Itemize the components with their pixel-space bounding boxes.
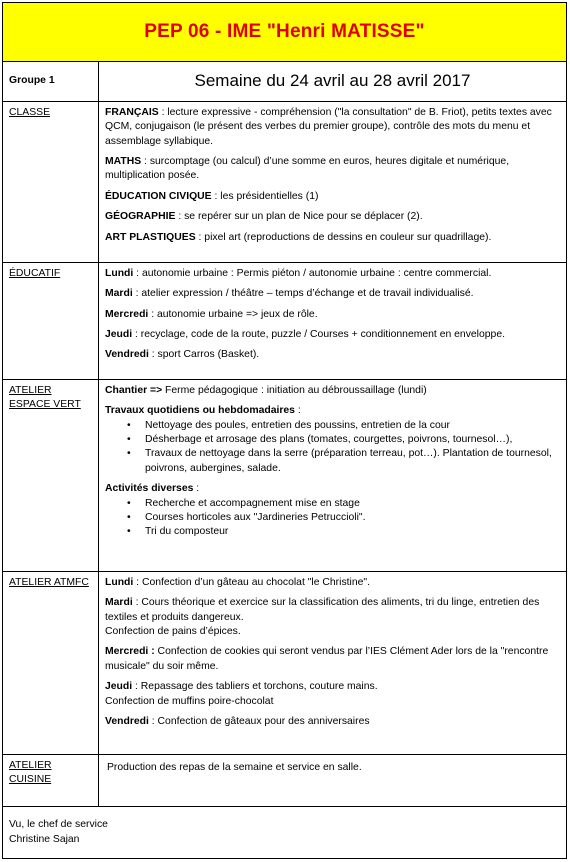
day-text: : autonomie urbaine => jeux de rôle. — [148, 308, 318, 320]
day-name: Mardi — [105, 288, 133, 300]
day-text: : sport Carros (Basket). — [148, 349, 260, 361]
day-name: Jeudi — [105, 681, 133, 693]
day-name: Lundi — [105, 268, 134, 279]
educatif-content — [99, 263, 566, 379]
classe-item — [105, 155, 560, 184]
day-name: Mardi — [105, 597, 133, 609]
day-text: : Confection de gâteaux pour des anniversaires — [148, 715, 370, 727]
day-text: : recyclage, code de la route, puzzle / Courses + conditionnement en enveloppe. — [132, 329, 505, 341]
subject-text: : lecture expressive - compréhension ("la consultation" de B. Friot), petits textes avec QCM, conjugaison (le présent des verbes du premier groupe), contrôle des mots du menu et assemblage syllabique. — [105, 107, 552, 147]
day-text-extra: Confection de muffins poire-chocolat — [105, 695, 274, 707]
section-atmfc — [3, 572, 566, 755]
day-item — [105, 680, 560, 709]
day-item — [105, 715, 560, 729]
subject-text: : pixel art (reproductions de dessins en couleur sur quadrillage). — [195, 231, 492, 243]
day-text: : atelier expression / théâtre – temps d’échange et de travail individualisé. — [132, 288, 474, 300]
day-item — [105, 287, 560, 301]
subject-name: MATHS — [105, 156, 142, 168]
schedule-document — [2, 2, 567, 859]
day-item — [105, 645, 560, 674]
signature-line-1: Vu, le chef de service — [9, 819, 108, 830]
list-item: • Travaux de nettoyage dans la serre (préparation terreau, pot…). Plantation de tournesol, poivrons, aubergines, salade. — [145, 447, 560, 476]
travaux-heading — [105, 404, 560, 418]
list-item: • Recherche et accompagnement mise en stage — [145, 497, 560, 511]
classe-item — [105, 106, 560, 149]
chantier-text: Ferme pédagogique : initiation au débroussaillage (lundi) — [162, 385, 427, 396]
document-title: PEP 06 - IME "Henri MATISSE" — [3, 3, 566, 62]
activites-title: Activités diverses — [105, 483, 194, 495]
classe-item — [105, 190, 560, 204]
section-classe — [3, 102, 566, 263]
subject-name: ÉDUCATION CIVIQUE — [105, 190, 212, 202]
section-label-cuisine-1: ATELIER — [9, 760, 52, 771]
chantier-item — [105, 384, 560, 398]
list-item: • Nettoyage des poules, entretien des poussins, entretien de la cour — [145, 419, 560, 433]
section-label-atmfc: ATELIER ATMFC — [9, 577, 89, 588]
section-label-espace-vert-1: ATELIER — [9, 385, 52, 396]
day-name: Mercredi : — [105, 646, 155, 658]
subject-text: : surcomptage (ou calcul) d’une somme en euros, heures digitale et numérique, multiplication posée. — [105, 156, 510, 182]
day-text: : Confection d’un gâteau au chocolat "le Christine". — [133, 577, 370, 588]
subheader-row — [3, 62, 566, 102]
espace-vert-content — [99, 380, 566, 571]
subject-text: : les présidentielles (1) — [211, 190, 319, 202]
day-item — [105, 596, 560, 639]
day-text: : Cours théorique et exercice sur la classification des aliments, tri du linge, entretien des textiles et produits dangereux. — [105, 597, 540, 623]
subject-name: GÉOGRAPHIE — [105, 211, 176, 223]
group-label: Groupe 1 — [3, 62, 99, 101]
travaux-colon: : — [294, 405, 301, 417]
cuisine-content — [99, 755, 566, 806]
activites-heading — [105, 482, 560, 496]
week-title: Semaine du 24 avril au 28 avril 2017 — [194, 71, 471, 90]
day-item — [105, 576, 560, 590]
list-item: • Désherbage et arrosage des plans (tomates, courgettes, poivrons, tournesol…), — [145, 433, 560, 447]
activites-colon: : — [193, 483, 200, 495]
subject-name: FRANÇAIS — [105, 107, 159, 118]
day-text: : Repassage des tabliers et torchons, couture mains. — [132, 681, 378, 693]
section-label-educatif: ÉDUCATIF — [9, 268, 61, 279]
day-item — [105, 328, 560, 342]
list-item: • Tri du composteur — [145, 525, 560, 539]
classe-item — [105, 231, 560, 245]
signature-block — [3, 807, 566, 857]
section-cuisine — [3, 755, 566, 807]
atmfc-content — [99, 572, 566, 754]
travaux-title: Travaux quotidiens ou hebdomadaires — [105, 405, 295, 417]
section-label-cuisine-2: CUISINE — [9, 773, 52, 785]
activites-list — [105, 497, 560, 540]
day-name: Vendredi — [105, 715, 149, 727]
day-name: Jeudi — [105, 329, 133, 341]
day-text-extra: Confection de pains d’épices. — [105, 626, 241, 638]
travaux-list — [105, 419, 560, 476]
subject-text: : se repérer sur un plan de Nice pour se déplacer (2). — [175, 211, 423, 223]
day-item — [105, 308, 560, 322]
day-text: Confection de cookies qui seront vendus par l’IES Clément Ader lors de la "rencontre musicale" du soir même. — [105, 646, 549, 672]
day-name: Lundi — [105, 577, 134, 588]
section-label-espace-vert-2: ESPACE VERT — [9, 398, 81, 410]
day-name: Vendredi — [105, 349, 149, 361]
classe-content — [99, 102, 566, 262]
chantier-key: Chantier => — [105, 385, 163, 396]
section-label-classe: CLASSE — [9, 107, 51, 118]
day-text: : autonomie urbaine : Permis piéton / autonomie urbaine : centre commercial. — [133, 268, 492, 279]
day-name: Mercredi — [105, 308, 149, 320]
classe-item — [105, 210, 560, 224]
cuisine-text: Production des repas de la semaine et service en salle. — [107, 762, 362, 773]
day-item — [105, 348, 560, 362]
section-educatif — [3, 263, 566, 380]
subject-name: ART PLASTIQUES — [105, 231, 196, 243]
signature-line-2: Christine Sajan — [9, 834, 80, 846]
section-espace-vert — [3, 380, 566, 572]
day-item — [105, 267, 560, 281]
list-item: • Courses horticoles aux "Jardineries Petruccioli". — [145, 511, 560, 525]
